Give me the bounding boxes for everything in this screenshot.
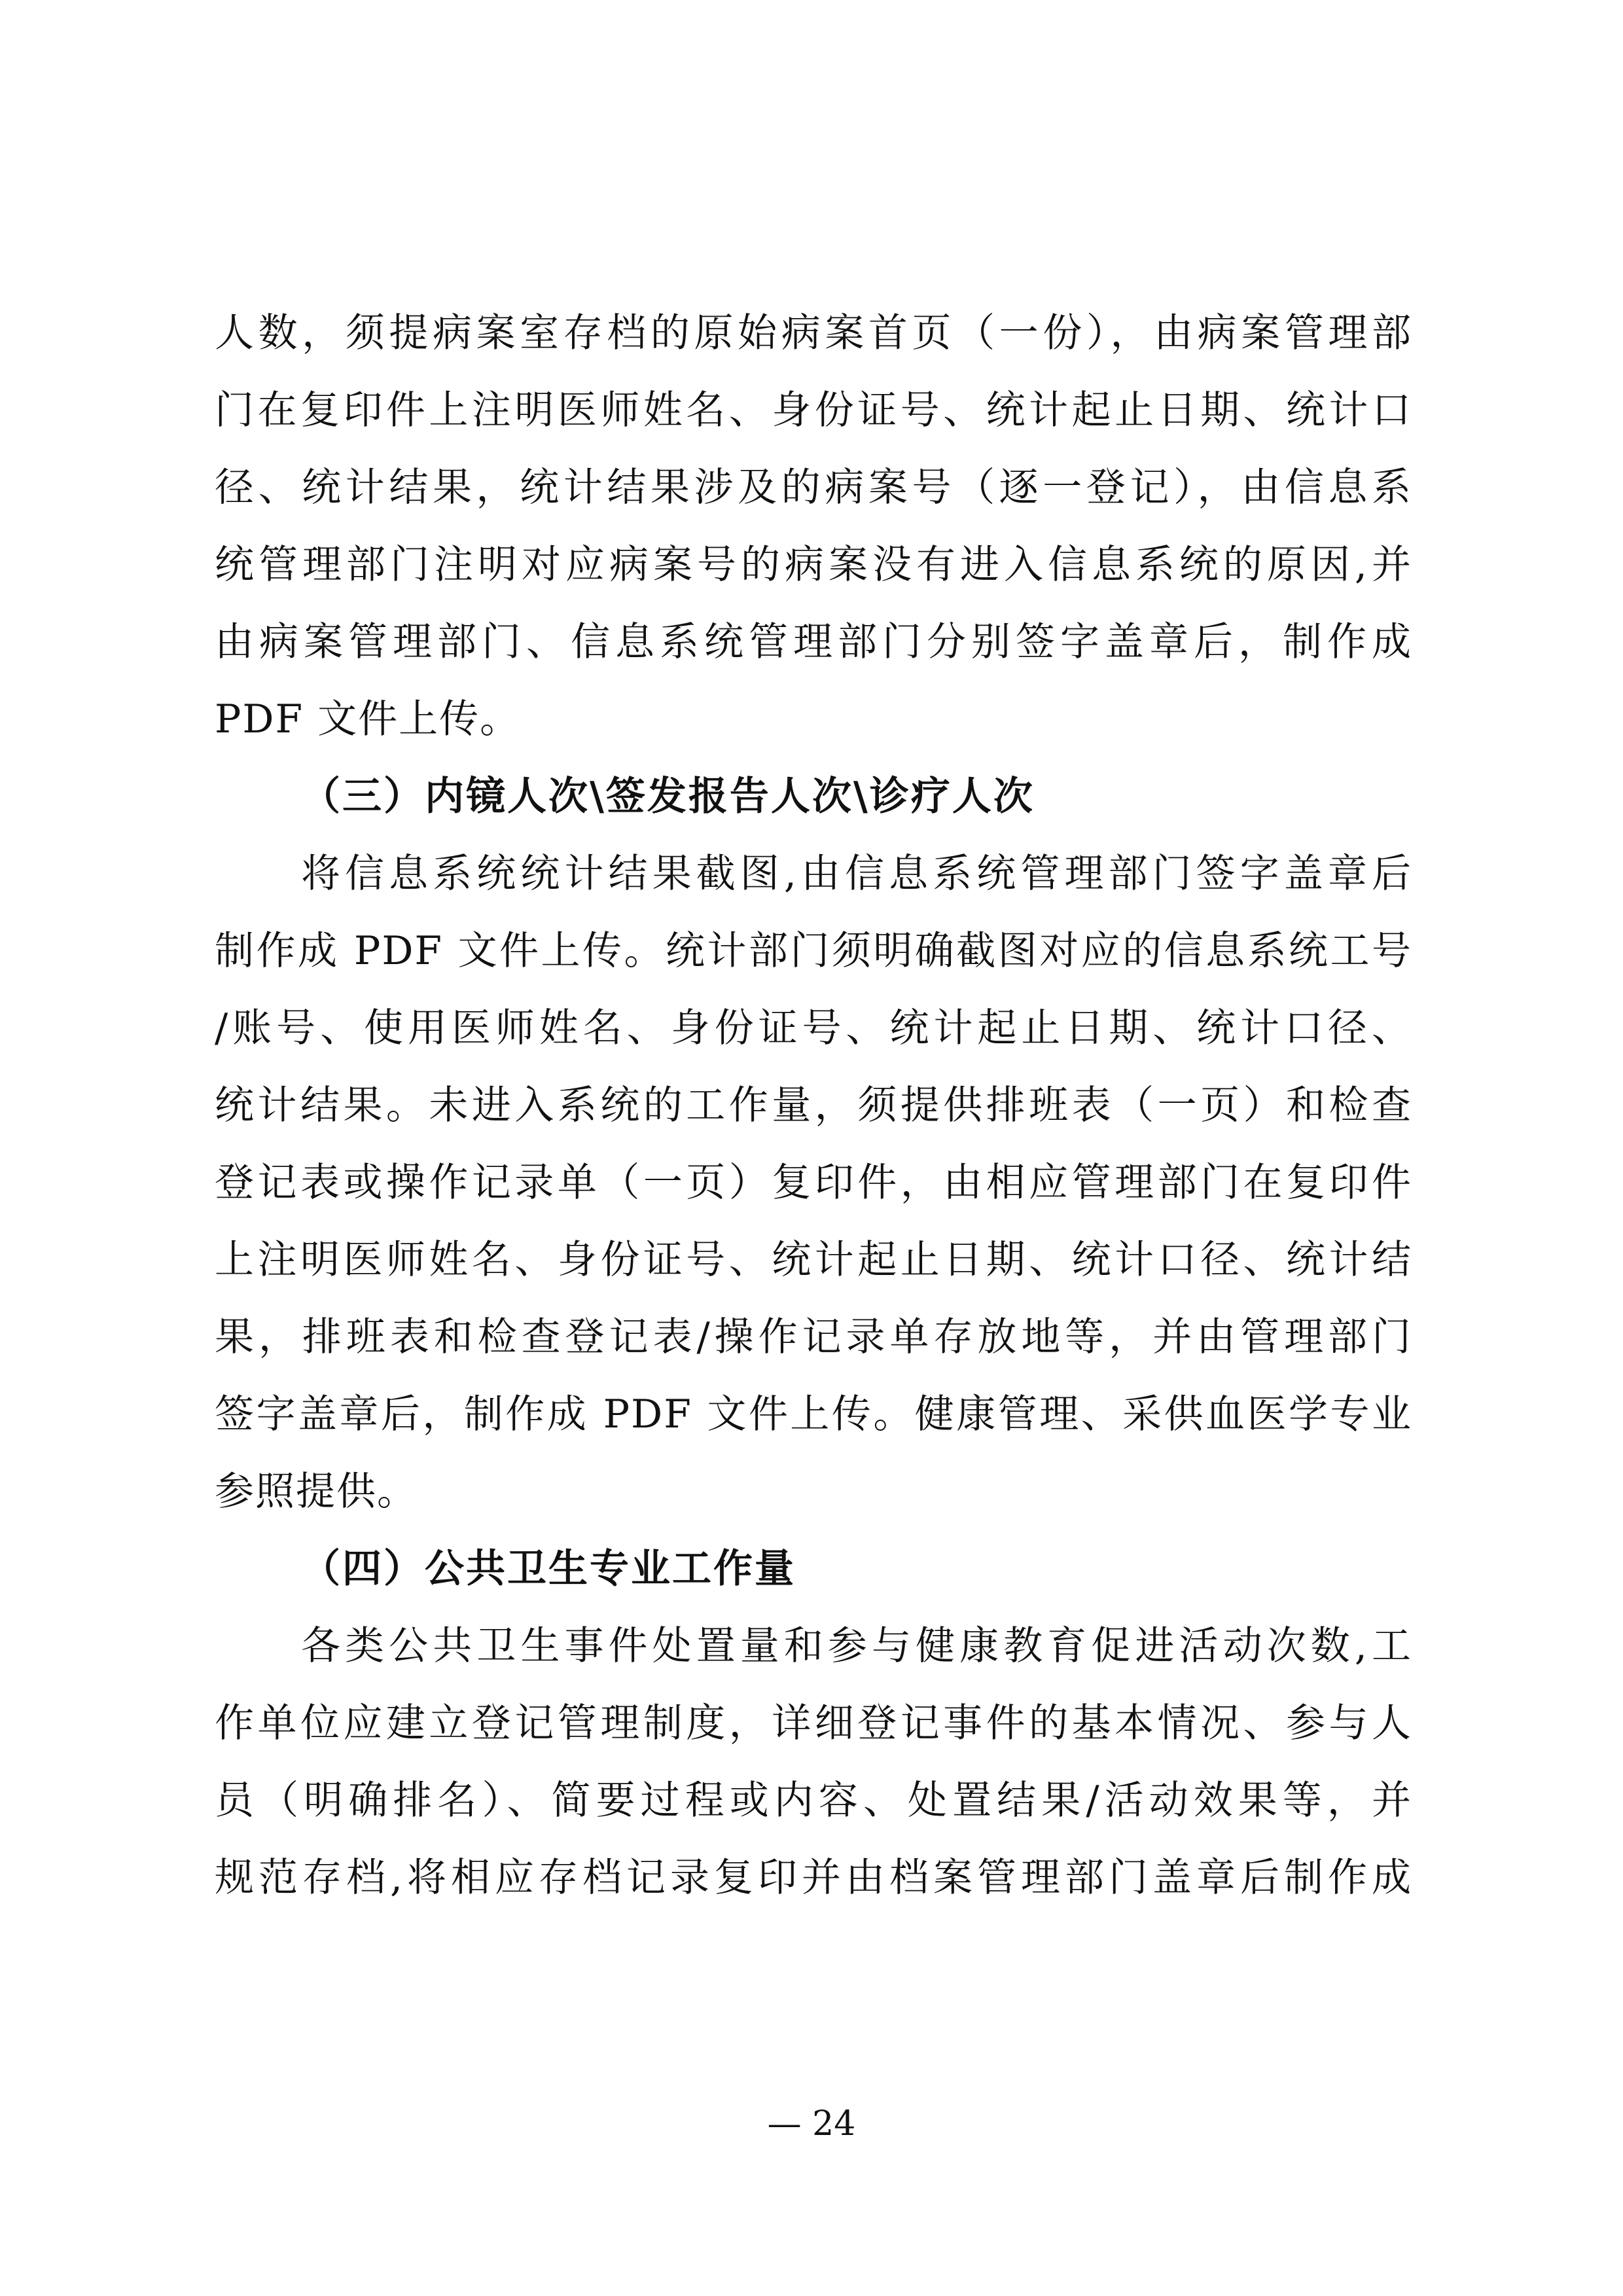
paragraph-line: 果，排班表和检查登记表/操作记录单存放地等，并由管理部门 <box>215 1314 1412 1360</box>
paragraph-line: 规范存档,将相应存档记录复印并由档案管理部门盖章后制作成 <box>215 1855 1412 1901</box>
paragraph-line: 员（明确排名）、简要过程或内容、处置结果/活动效果等，并 <box>215 1778 1412 1823</box>
paragraph-line: 人数，须提病案室存档的原始病案首页（一份），由病案管理部 <box>215 310 1412 356</box>
section-heading-3: （三）内镜人次\签发报告人次\诊疗人次 <box>301 774 1035 819</box>
paragraph-line: 由病案管理部门、信息系统管理部门分别签字盖章后，制作成 <box>215 619 1412 665</box>
paragraph-line: 径、统计结果，统计结果涉及的病案号（逐一登记），由信息系 <box>215 465 1412 511</box>
paragraph-line: 统计结果。未进入系统的工作量，须提供排班表（一页）和检查 <box>215 1083 1412 1128</box>
paragraph-line: 上注明医师姓名、身份证号、统计起止日期、统计口径、统计结 <box>215 1237 1412 1283</box>
paragraph-line: 统管理部门注明对应病案号的病案没有进入信息系统的原因,并 <box>215 542 1412 588</box>
paragraph-line: PDF 文件上传。 <box>215 696 521 742</box>
paragraph-line: 登记表或操作记录单（一页）复印件，由相应管理部门在复印件 <box>215 1160 1412 1206</box>
paragraph-line: /账号、使用医师姓名、身份证号、统计起止日期、统计口径、 <box>215 1005 1412 1051</box>
paragraph-line: 参照提供。 <box>215 1469 418 1515</box>
page-number: — 24 <box>767 2104 856 2144</box>
paragraph-line: 作单位应建立登记管理制度，详细登记事件的基本情况、参与人 <box>215 1700 1412 1746</box>
paragraph-line: 将信息系统统计结果截图,由信息系统管理部门签字盖章后 <box>301 851 1412 897</box>
paragraph-line: 制作成 PDF 文件上传。统计部门须明确截图对应的信息系统工号 <box>215 928 1412 974</box>
paragraph-line: 各类公共卫生事件处置量和参与健康教育促进活动次数,工 <box>301 1623 1412 1669</box>
paragraph-line: 门在复印件上注明医师姓名、身份证号、统计起止日期、统计口 <box>215 387 1412 433</box>
paragraph-line: 签字盖章后，制作成 PDF 文件上传。健康管理、采供血医学专业 <box>215 1391 1412 1437</box>
section-heading-4: （四）公共卫生专业工作量 <box>301 1546 796 1592</box>
